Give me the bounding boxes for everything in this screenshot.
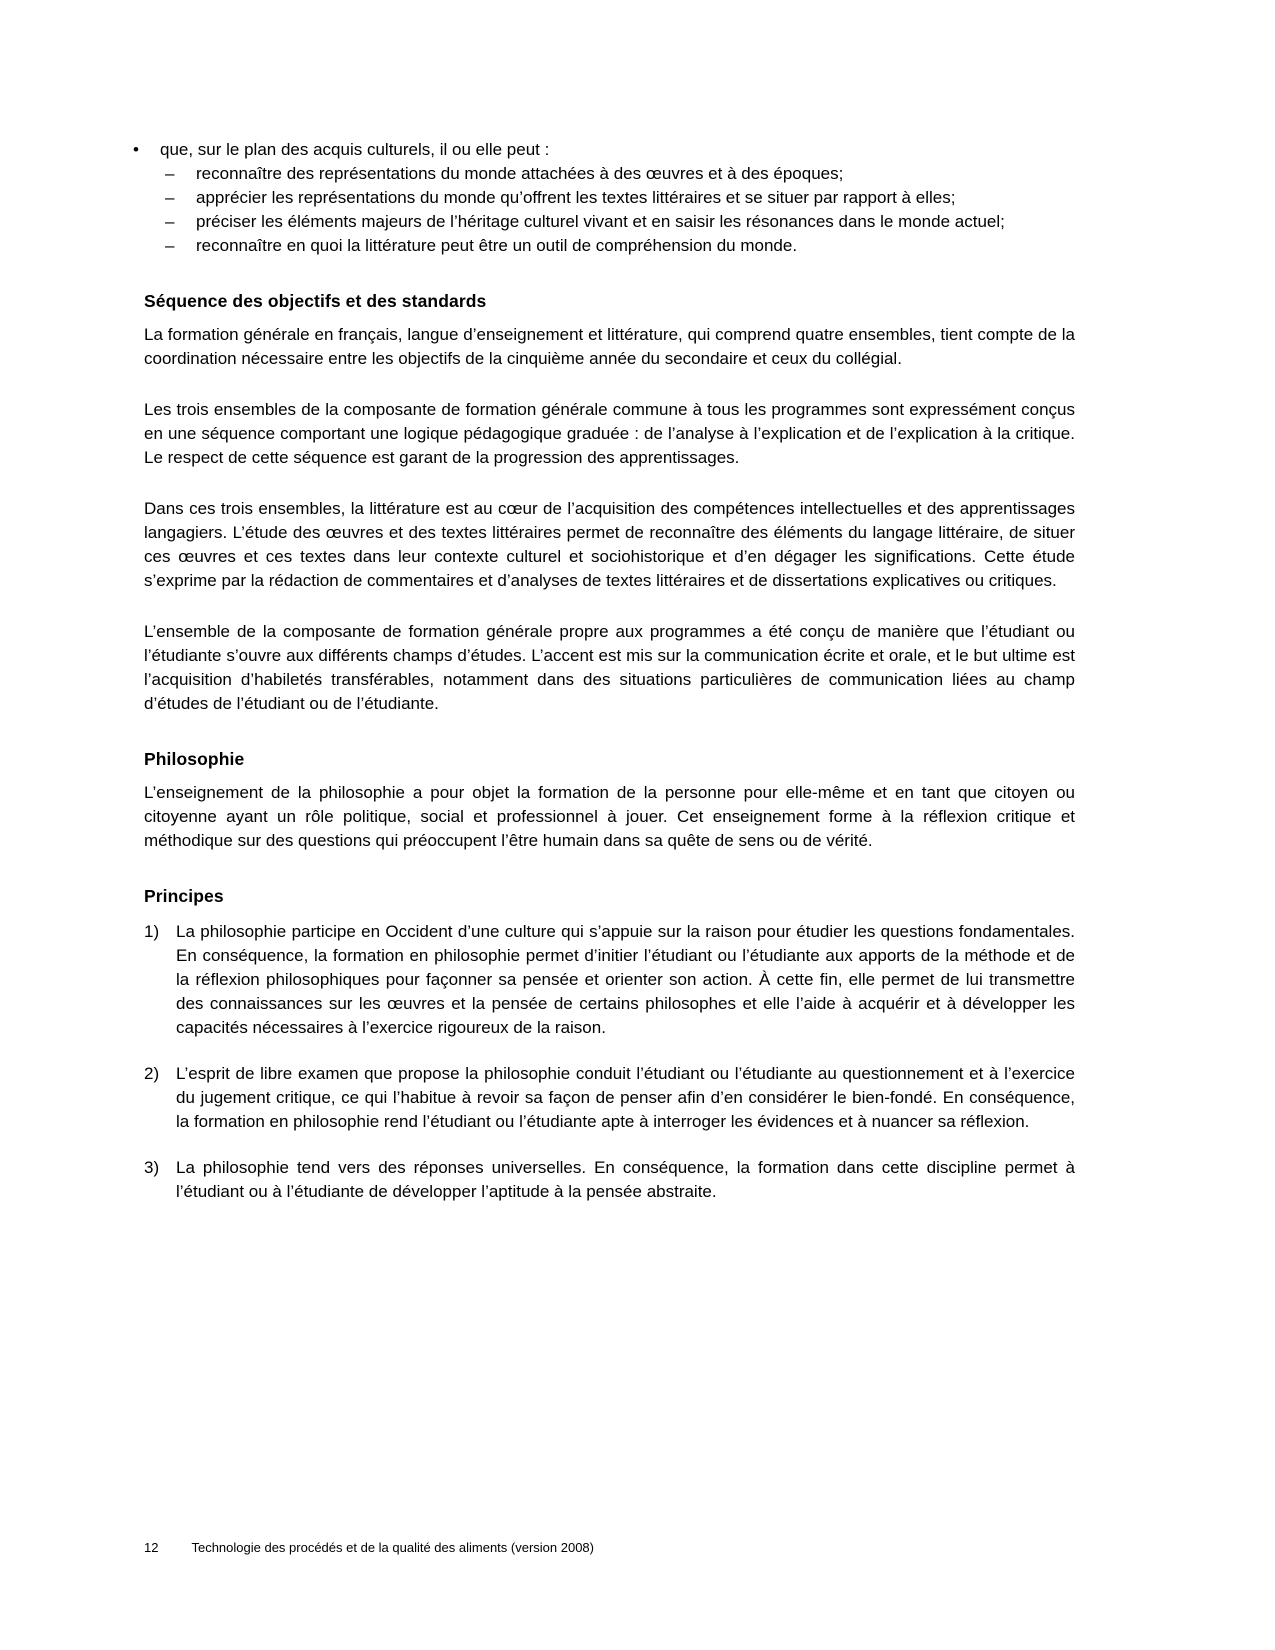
bullet-lead-text: que, sur le plan des acquis culturels, il ou elle peut :: [160, 140, 550, 159]
numbered-item-text: La philosophie participe en Occident d’une culture qui s’appuie sur la raison pour étudier les questions fondamentales. En conséquence, la formation en philosophie permet d’initier l’étudiant ou l’étudiante aux apports de la méthode et de la réflexion philosophiques pour façonner sa pensée et orienter son action. À cette fin, elle permet de lui transmettre des connaissances sur les œuvres et la pensée de certains philosophes et elle l’aide à acquérir et à développer les capacités nécessaires à l’exercice rigoureux de la raison.: [176, 922, 1075, 1037]
paragraph: L’enseignement de la philosophie a pour objet la formation de la personne pour elle-même et en tant que citoyen ou citoyenne ayant un rôle politique, social et professionnel à jouer. Cet enseignement forme à la réflexion critique et méthodique sur des questions qui préoccupent l’être humain dans sa quête de sens ou de vérité.: [144, 783, 1075, 850]
bullet-lead-row: [133, 138, 1075, 162]
section-sequence-objectifs: [144, 289, 1075, 716]
list-item: [165, 162, 1075, 186]
intro-bullet-list: [133, 138, 1075, 258]
numbered-item: [144, 1156, 1075, 1204]
dash-marker: –: [165, 164, 175, 183]
page-footer: [144, 1540, 594, 1556]
dash-marker: –: [165, 188, 175, 207]
numbered-item: [144, 920, 1075, 1040]
list-item-text: reconnaître en quoi la littérature peut être un outil de compréhension du monde.: [196, 236, 798, 255]
section-heading: Principes: [144, 886, 224, 906]
section-principes: [144, 884, 1075, 1204]
item-number: 3): [144, 1158, 160, 1177]
list-item-text: préciser les éléments majeurs de l’héritage culturel vivant et en saisir les résonances dans le monde actuel;: [196, 212, 1005, 231]
section-philosophie: [144, 747, 1075, 853]
section-heading: Philosophie: [144, 749, 245, 769]
paragraph: L’ensemble de la composante de formation générale propre aux programmes a été conçu de manière que l’étudiant ou l’étudiante s’ouvre aux différents champs d’études. L’accent est mis sur la communication écrite et orale, et le but ultime est l’acquisition d’habiletés transférables, notamment dans des situations particulières de communication liées au champ d’études de l’étudiant ou de l’étudiante.: [144, 622, 1075, 713]
footer-title: Technologie des procédés et de la qualité des aliments (version 2008): [191, 1540, 594, 1555]
item-number: 1): [144, 922, 160, 941]
page-number: 12: [144, 1540, 159, 1555]
paragraph: La formation générale en français, langue d’enseignement et littérature, qui comprend quatre ensembles, tient compte de la coordination nécessaire entre les objectifs de la cinquième année du secondaire et ceux du collégial.: [144, 325, 1075, 368]
paragraph: Dans ces trois ensembles, la littérature est au cœur de l’acquisition des compétences intellectuelles et des apprentissages langagiers. L’étude des œuvres et des textes littéraires permet de reconnaître des éléments du langage littéraire, de situer ces œuvres et ces textes dans leur contexte culturel et sociohistorique et d’en dégager les significations. Cette étude s’exprime par la rédaction de commentaires et d’analyses de textes littéraires et de dissertations explicatives ou critiques.: [144, 499, 1075, 590]
list-item-text: apprécier les représentations du monde qu’offrent les textes littéraires et se situer par rapport à elles;: [196, 188, 956, 207]
list-item: [165, 210, 1075, 234]
section-heading: Séquence des objectifs et des standards: [144, 291, 487, 311]
bullet-marker: •: [133, 140, 139, 159]
numbered-item-text: L’esprit de libre examen que propose la philosophie conduit l’étudiant ou l’étudiante au questionnement et à l’exercice du jugement critique, ce qui l’habitue à revoir sa façon de penser afin d’en considérer le bien-fondé. En conséquence, la formation en philosophie rend l’étudiant ou l’étudiante apte à interroger les évidences et à nuancer sa réflexion.: [176, 1064, 1075, 1131]
numbered-item: [144, 1062, 1075, 1134]
list-item: [165, 186, 1075, 210]
dash-marker: –: [165, 212, 175, 231]
paragraph: Les trois ensembles de la composante de formation générale commune à tous les programmes sont expressément conçus en une séquence comportant une logique pédagogique graduée : de l’analyse à l’explication et de l’explication à la critique. Le respect de cette séquence est garant de la progression des apprentissages.: [144, 400, 1075, 467]
item-number: 2): [144, 1064, 160, 1083]
list-item-text: reconnaître des représentations du monde attachées à des œuvres et à des époques;: [196, 164, 844, 183]
dash-marker: –: [165, 236, 175, 255]
list-item: [165, 234, 1075, 258]
page-content: [133, 138, 1075, 1204]
numbered-item-text: La philosophie tend vers des réponses universelles. En conséquence, la formation dans cette discipline permet à l’étudiant ou à l’étudiante de développer l’aptitude à la pensée abstraite.: [176, 1158, 1075, 1201]
